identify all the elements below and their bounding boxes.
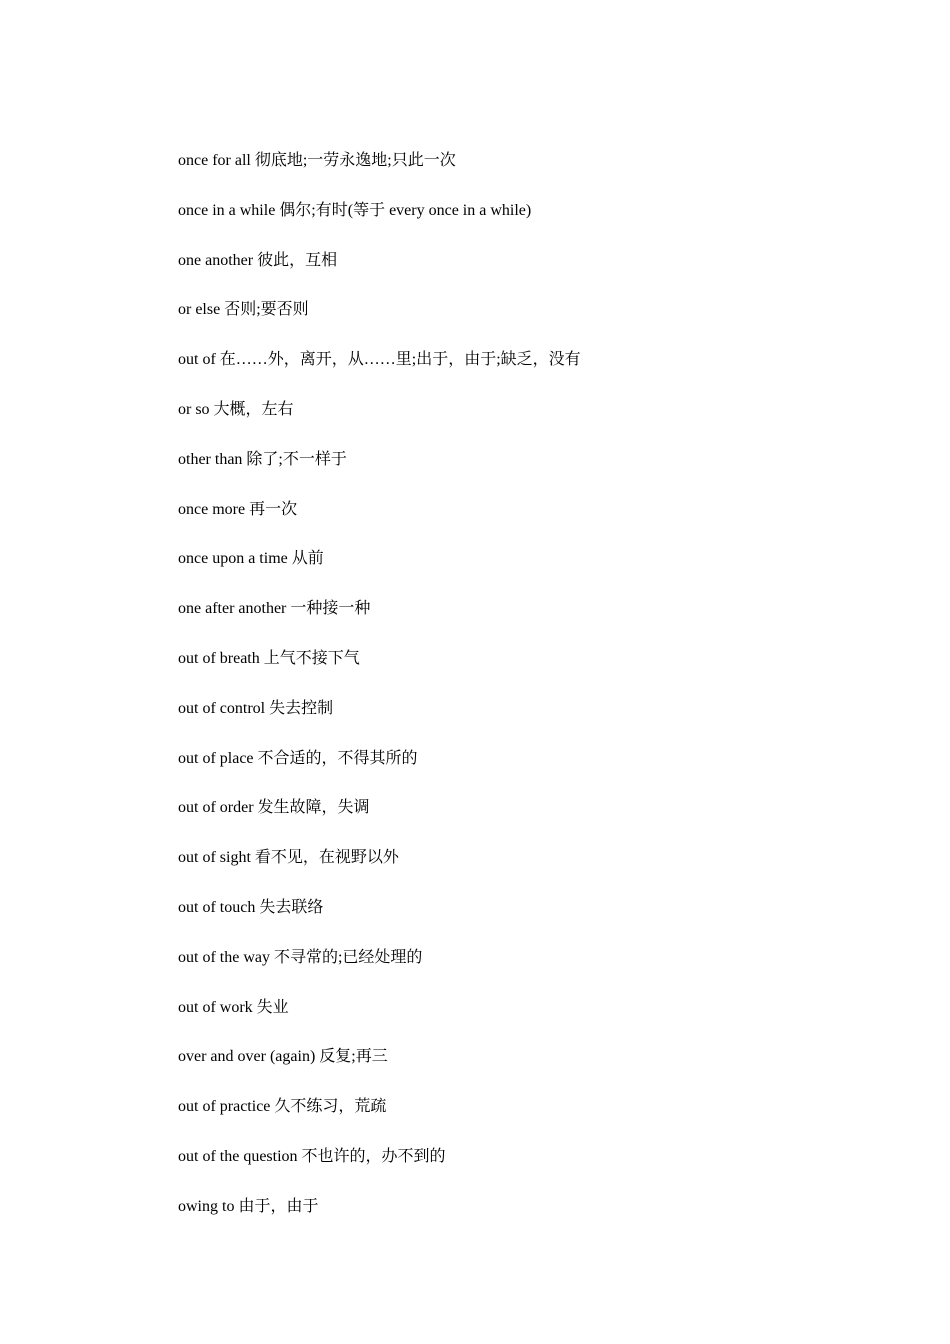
phrase-entry: out of order 发生故障，失调: [178, 799, 370, 817]
phrase-entry: once for all 彻底地;一劳永逸地;只此一次: [178, 152, 456, 169]
phrase-entry: or so 大概，左右: [178, 400, 294, 418]
phrase-entry: owing to 由于，由于: [178, 1197, 319, 1215]
phrase-entry: out of control 失去控制: [178, 699, 334, 717]
phrase-entry: other than 除了;不一样于: [178, 450, 347, 468]
phrase-entry: out of place 不合适的，不得其所的: [178, 749, 418, 767]
phrase-entry: out of practice 久不练习，荒疏: [178, 1098, 387, 1116]
phrase-entry: out of work 失业: [178, 998, 289, 1016]
phrase-entry: out of 在……外，离开，从……里;出于，由于;缺乏，没有: [178, 351, 581, 369]
phrase-entry: out of touch 失去联络: [178, 898, 324, 916]
phrase-entry: once upon a time 从前: [178, 550, 324, 568]
phrase-entry: out of breath 上气不接下气: [178, 649, 360, 667]
phrase-entry: out of the way 不寻常的;已经处理的: [178, 948, 423, 966]
phrase-list: [178, 150, 581, 1246]
phrase-entry: out of sight 看不见，在视野以外: [178, 849, 399, 867]
phrase-entry: or else 否则;要否则: [178, 301, 309, 319]
phrase-entry: out of the question 不也许的，办不到的: [178, 1147, 446, 1165]
phrase-entry: over and over (again) 反复;再三: [178, 1048, 388, 1066]
phrase-entry: one after another 一种接一种: [178, 600, 371, 618]
phrase-entry: once more 再一次: [178, 500, 298, 518]
phrase-entry: once in a while 偶尔;有时(等于 every once in a while): [178, 201, 532, 219]
phrase-entry: one another 彼此，互相: [178, 251, 338, 269]
